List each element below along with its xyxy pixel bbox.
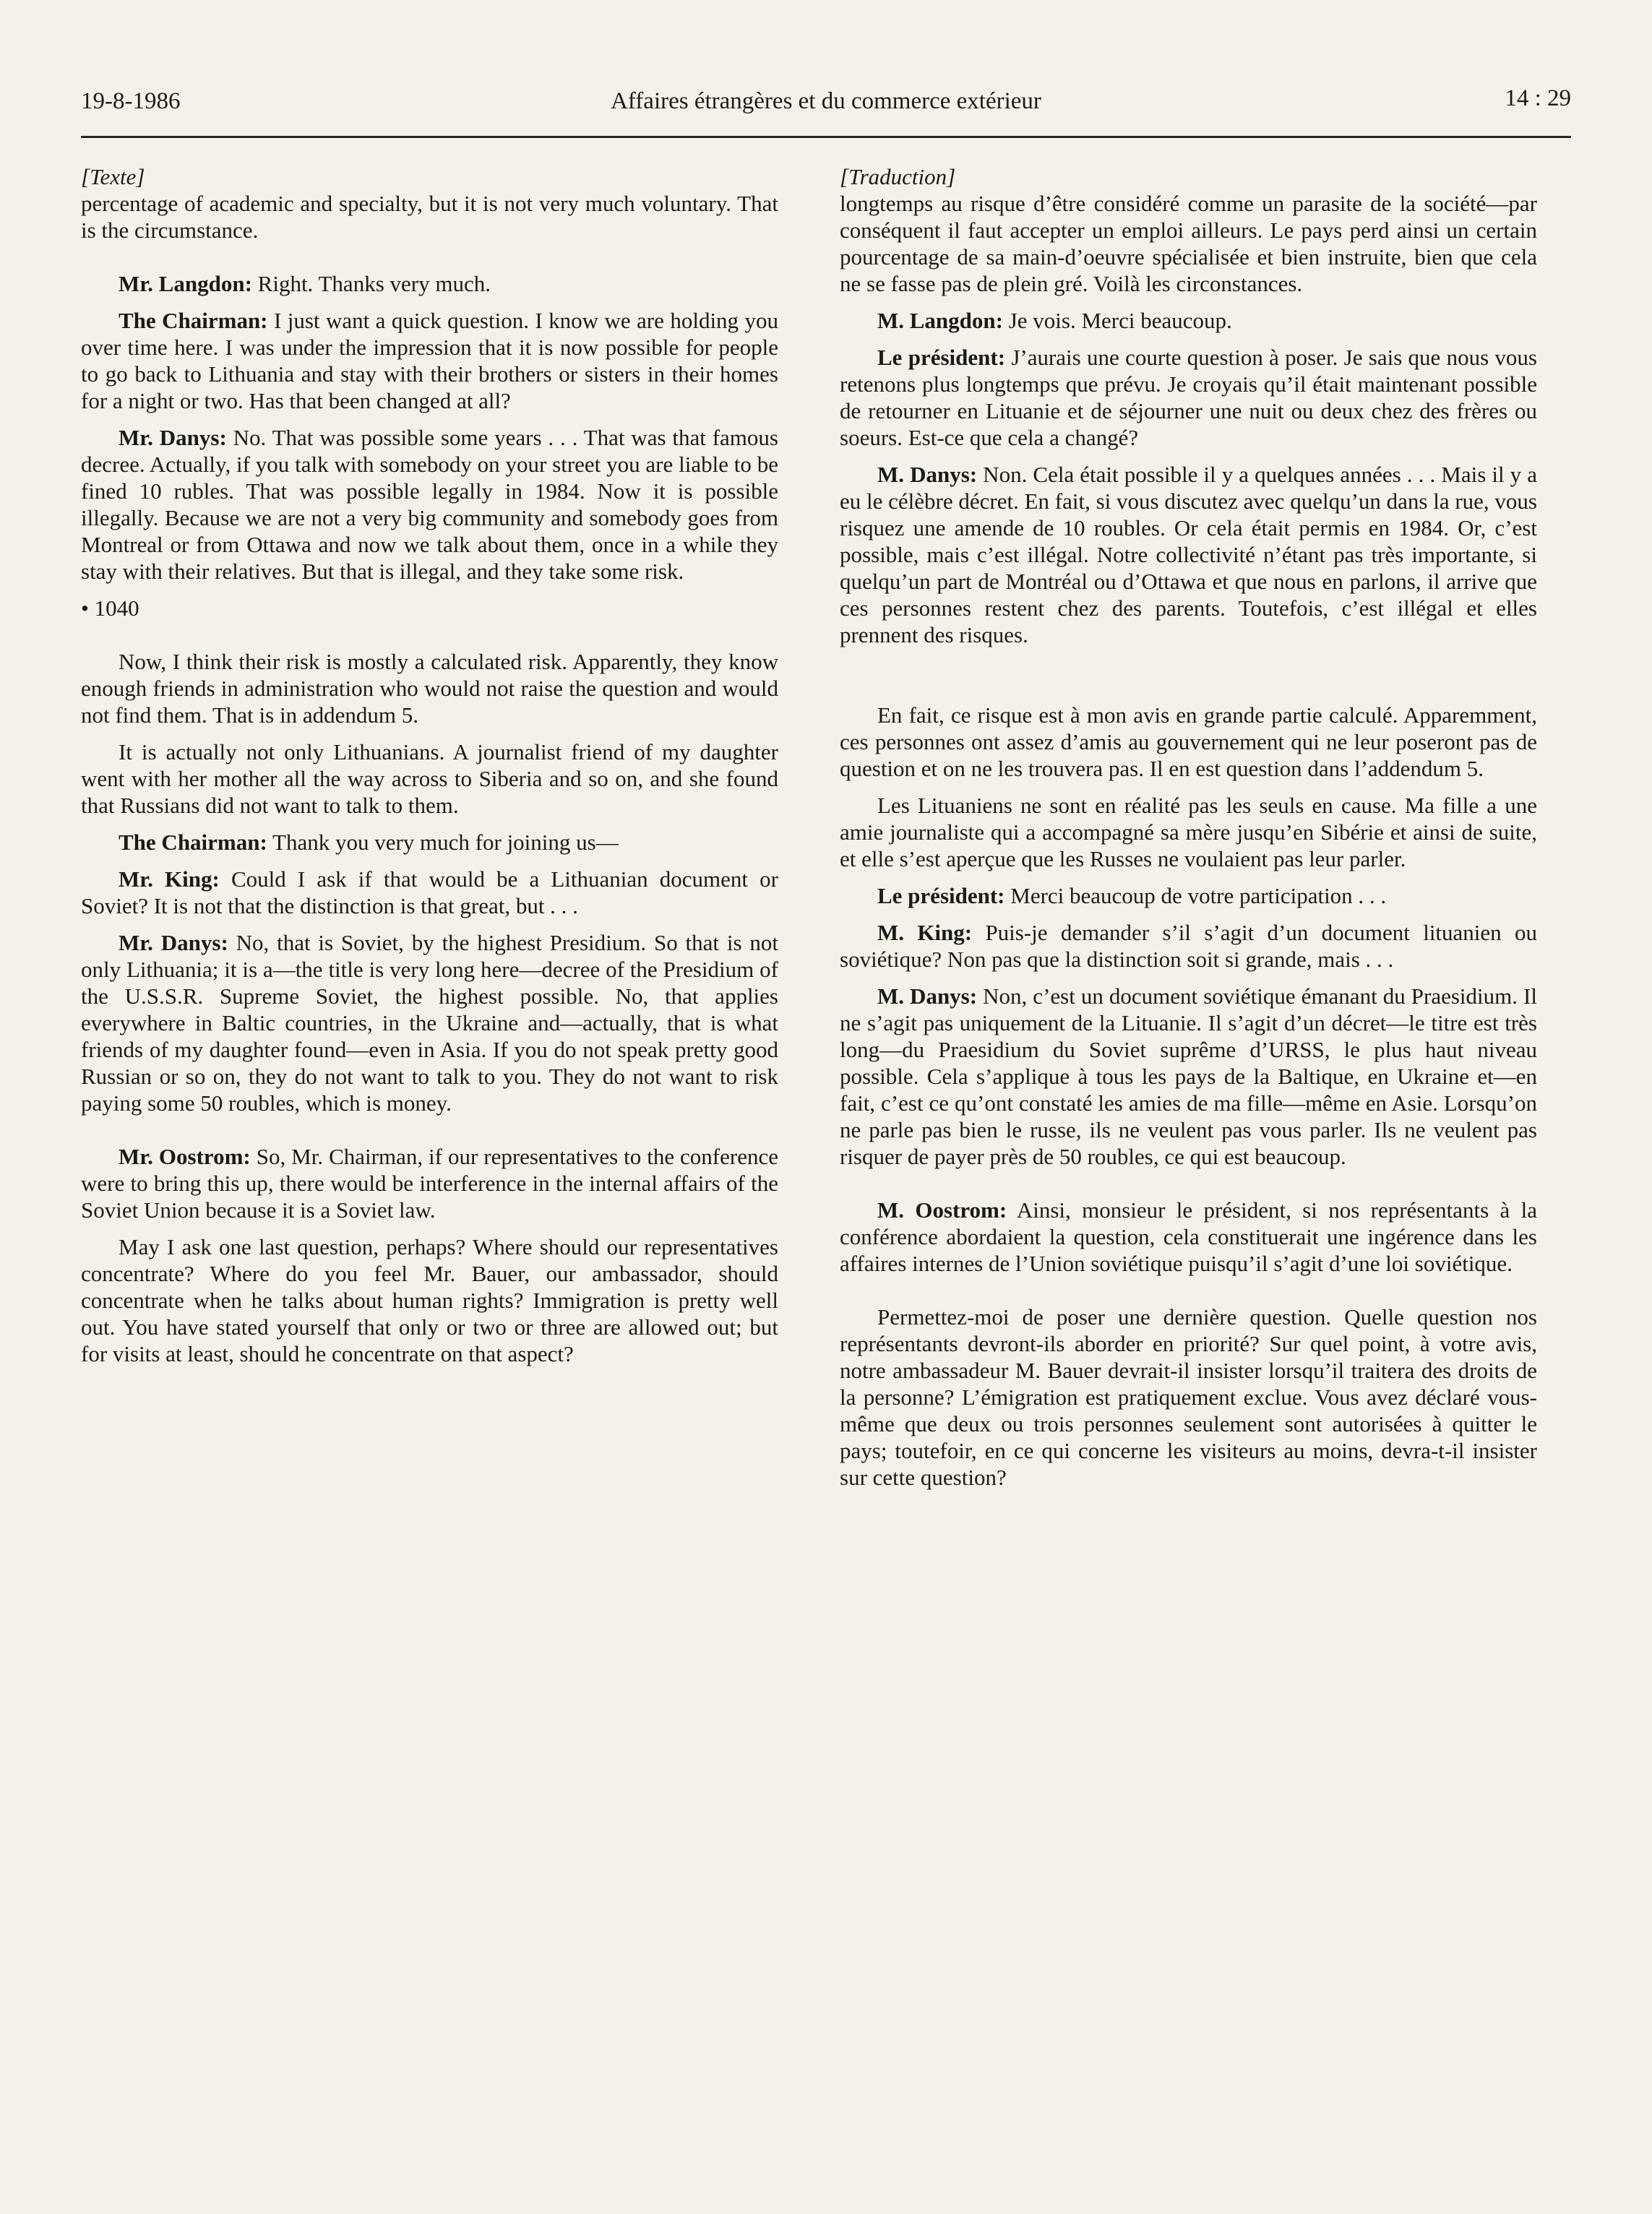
speech-text: J’aurais une courte question à poser. Je sais que nous vous retenons plus longtemps que prévu. Je croyais qu’il était maintenant possible de retourner en Lituanie et de séjourner une nuit ou deux chez des frères ou soeurs. Est-ce que cela a changé? xyxy=(840,345,1537,450)
speech xyxy=(81,829,778,856)
speaker-name: Mr. Danys: xyxy=(119,425,227,450)
speech-text: Thank you very much for joining us— xyxy=(267,830,619,855)
speaker-name: The Chairman: xyxy=(119,308,268,333)
speaker-name: Mr. Langdon: xyxy=(119,271,252,296)
paragraph: Permettez-moi de poser une dernière question. Quelle question nos représentants devront-ils aborder en priorité? Sur quel point, à votre avis, notre ambassadeur M. Bauer devrait-il insister lorsqu’il traitera des droits de la personne? L’émigration est pratiquement exclue. Vous avez déclaré vous-même que deux ou trois personnes seulement sont autorisées à quitter le pays; toutefoir, en ce qui concerne les visiteurs au moins, devra-t-il insister sur cette question? xyxy=(840,1304,1537,1490)
speaker-name: M. Langdon: xyxy=(877,308,1003,333)
speech xyxy=(81,424,778,585)
speaker-name: M. Danys: xyxy=(877,462,978,487)
header-page-number: 14 : 29 xyxy=(1505,85,1571,111)
speech xyxy=(840,461,1537,648)
speech-text: Could I ask if that would be a Lithuanian document or Soviet? It is not that the distinction is that great, but . . . xyxy=(81,866,778,918)
speaker-name: M. Danys: xyxy=(877,983,978,1009)
speech-text: No. That was possible some years . . . That was that famous decree. Actually, if you talk with somebody on your street you are liable to be fined 10 rubles. That was possible legally in 1984. Now it is possible illegally. Because we are not a very big community and somebody goes from Montreal or from Ottawa and now we talk about them, once in a while they stay with their relatives. But that is illegal, and they take some risk. xyxy=(81,425,778,584)
paragraph: percentage of academic and specialty, but it is not very much voluntary. That is the circumstance. xyxy=(81,191,778,243)
paragraph: longtemps au risque d’être considéré comme un parasite de la société—par conséquent il faut accepter un emploi ailleurs. Le pays perd ainsi un certain pourcentage de sa main-d’oeuvre spécialisée et bien instruite, bien que cela ne se fasse pas de plein gré. Voilà les circonstances. xyxy=(840,191,1537,296)
speech-text: No, that is Soviet, by the highest Presidium. So that is not only Lithuania; it is a—the title is very long here—decree of the Presidium of the U.S.S.R. Supreme Soviet, the highest possible. No, that applies everywhere in Baltic countries, in the Ukraine and—actually, that is what friends of my daughter found—even in Asia. If you do not speak pretty good Russian or so on, they do not want to talk to you. They do not want to risk paying some 50 roubles, which is money. xyxy=(81,930,778,1116)
speaker-name: M. King: xyxy=(877,920,973,945)
speech-text: Ainsi, monsieur le président, si nos représentants à la conférence abordaient la question, cela constituerait une ingérence dans les affaires internes de l’Union soviétique puisqu’il s’agit d’une loi soviétique. xyxy=(840,1197,1537,1276)
speech xyxy=(840,983,1537,1170)
speaker-name: Mr. Oostrom: xyxy=(119,1144,251,1169)
header-title: Affaires étrangères et du commerce extérieur xyxy=(611,88,1041,114)
column-label: [Traduction] xyxy=(840,164,956,189)
speech-text: I just want a quick question. I know we are holding you over time here. I was under the impression that it is now possible for people to go back to Lithuania and stay with their brothers or sisters in their homes for a night or two. Has that been changed at all? xyxy=(81,308,778,413)
speech-text: So, Mr. Chairman, if our representatives to the conference were to bring this up, there would be interference in the internal affairs of the Soviet Union because it is a Soviet law. xyxy=(81,1144,778,1223)
speech xyxy=(840,919,1537,973)
english-column xyxy=(81,163,778,1367)
running-header xyxy=(81,85,1571,138)
speech xyxy=(81,929,778,1116)
speech-text: Puis-je demander s’il s’agit d’un document lituanien ou soviétique? Non pas que la distinction soit si grande, mais . . . xyxy=(840,920,1537,972)
speech xyxy=(81,307,778,414)
paragraph: It is actually not only Lithuanians. A journalist friend of my daughter went with her mother all the way across to Siberia and so on, and she found that Russians did not want to talk to them. xyxy=(81,739,778,818)
speech-text: Merci beaucoup de votre participation . . . xyxy=(1004,883,1387,908)
speech-text: Non. Cela était possible il y a quelques années . . . Mais il y a eu le célèbre décret. En fait, si vous discutez avec quelqu’un dans la rue, vous risquez une amende de 10 roubles. Or cela était permis en 1984. Or, c’est possible, mais c’est illégal. Notre collectivité n’étant pas très importante, si quelqu’un part de Montréal ou d’Ottawa et que nous en parlons, il arrive que ces personnes restent chez des parents. Toutefois, c’est illégal et elles prennent des risques. xyxy=(840,462,1538,647)
speech xyxy=(81,1143,778,1223)
speech-text: Je vois. Merci beaucoup. xyxy=(1002,308,1232,333)
speech xyxy=(81,866,778,919)
speech-text: Non, c’est un document soviétique émanant du Praesidium. Il ne s’agit pas uniquement de la Lituanie. Il s’agit d’un décret—le titre est très long—du Praesidium du Soviet suprême d’URSS, le plus haut niveau possible. Cela s’applique à tous les pays de la Baltique, en Ukraine et—en fait, c’est ce qu’ont constaté les amies de ma fille—même en Asie. Lorsqu’on ne parle pas bien le russe, ils ne veulent pas vous parler. Ils ne veulent pas risquer de payer près de 50 roubles, ce qui est beaucoup. xyxy=(840,983,1537,1169)
speech xyxy=(81,270,778,297)
paragraph: Les Lituaniens ne sont en réalité pas les seuls en cause. Ma fille a une amie journaliste qui a accompagné sa mère jusqu’en Sibérie et ainsi de suite, et elle s’est aperçue que les Russes ne voulaient pas leur parler. xyxy=(840,793,1537,871)
speaker-name: M. Oostrom: xyxy=(877,1197,1007,1223)
speech xyxy=(840,344,1537,451)
speaker-name: Mr. King: xyxy=(119,866,220,892)
speaker-name: The Chairman: xyxy=(119,830,267,855)
speech-text: Right. Thanks very much. xyxy=(251,271,491,296)
speech xyxy=(840,1197,1537,1277)
speech xyxy=(840,882,1537,909)
paragraph: En fait, ce risque est à mon avis en grande partie calculé. Apparemment, ces personnes ont assez d’amis au gouvernement qui ne leur poseront pas de question et on ne les trouvera pas. Il en est question dans l’addendum 5. xyxy=(840,702,1537,781)
speaker-name: Le président: xyxy=(877,883,1005,908)
column-label: [Texte] xyxy=(81,164,145,189)
speaker-name: Mr. Danys: xyxy=(119,930,228,955)
speaker-name: Le président: xyxy=(877,345,1006,370)
time-marker: • 1040 xyxy=(81,595,139,621)
header-date: 19-8-1986 xyxy=(81,88,181,114)
paragraph: May I ask one last question, perhaps? Where should our representatives concentrate? Where do you feel Mr. Bauer, our ambassador, should concentrate when he talks about human rights? Immigration is pretty well out. You have stated yourself that only or two or three are allowed out; but for visits at least, should he concentrate on that aspect? xyxy=(81,1234,778,1366)
french-column xyxy=(840,163,1537,1491)
speech xyxy=(840,307,1537,334)
paragraph: Now, I think their risk is mostly a calculated risk. Apparently, they know enough friends in administration who would not raise the question and would not find them. That is in addendum 5. xyxy=(81,649,778,728)
